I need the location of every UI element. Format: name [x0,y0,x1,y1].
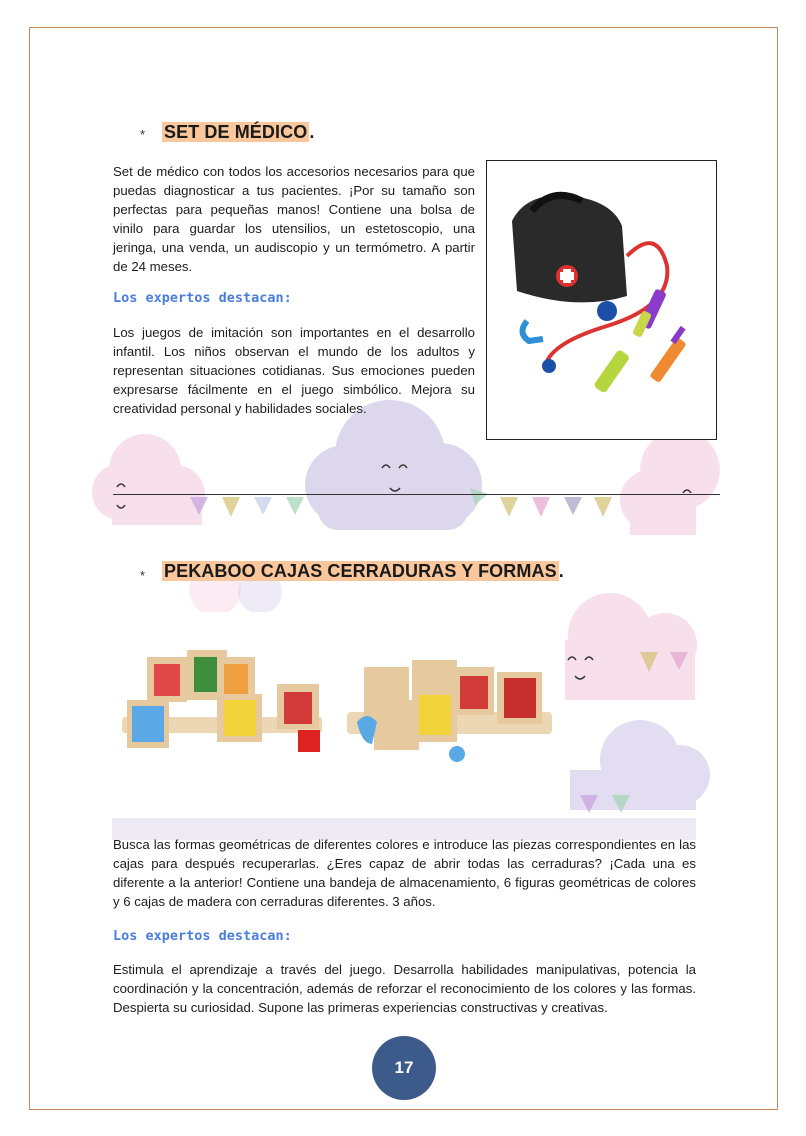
lock-boxes-illustration [112,612,564,817]
section-heading-pekaboo [162,561,564,582]
heading-highlight: SET DE MÉDICO [164,122,308,142]
experts-text-medico: Los juegos de imitación son importantes en el desarrollo infantil. Los niños observan el mundo de los adultos y representan situaciones cotidianas. Sus emociones pueden expresarse fácilmente en el juego simbólico. Mejora su creatividad personal y habilidades sociales. [113,325,475,416]
pink-cloud-lower-right [565,593,697,700]
experts-text-pekaboo: Estimula el aprendizaje a través del juego. Desarrolla habilidades manipulativas, potencia la coordinación y la concentración, además de reforzar el reconocimiento de los colores y las formas. Despierta su curiosidad. Supone las primeras experiencias constructivas y creativas. [113,962,696,1015]
product-photo-medical-kit [486,160,717,440]
bullet-marker: * [140,127,146,142]
section-divider [113,494,720,495]
product-photo-lock-boxes [112,612,564,817]
pink-cloud-left [92,434,205,525]
heading-period: . [558,561,564,581]
experts-label: Los expertos destacan: [113,928,292,944]
section-heading-medico [162,122,314,143]
product-description-pekaboo: Busca las formas geométricas de diferentes colores e introduce las piezas correspondientes en las cajas para después recuperarlas. ¿Eres capaz de abrir todas las cerraduras? ¡Cada una es diferente a la anterior! Contiene una bandeja de almacenamiento, 6 figuras geométricas de colores y 6 cajas de madera con cerraduras diferentes. 3 años. [113,837,696,909]
pink-cloud-right [620,430,720,535]
product-description-medico: Set de médico con todos los accesorios necesarios para que puedas diagnosticar a tus pacientes. ¡Por su tamaño son perfectas para pequeñas manos! Contiene una bolsa de vinilo para guardar los utensilios, un estetoscopio, una jeringa, una venda, un audiscopio y un termómetro. A partir de 24 meses. [113,164,475,274]
lavender-cloud-center [305,400,482,530]
heading-highlight: PEKABOO CAJAS CERRADURAS Y FORMAS [164,561,557,581]
experts-label: Los expertos destacan: [113,290,292,306]
medical-kit-illustration [487,161,715,438]
bullet-marker: * [140,568,146,583]
page-number-badge: 17 [372,1036,436,1100]
heading-period: . [309,122,315,142]
